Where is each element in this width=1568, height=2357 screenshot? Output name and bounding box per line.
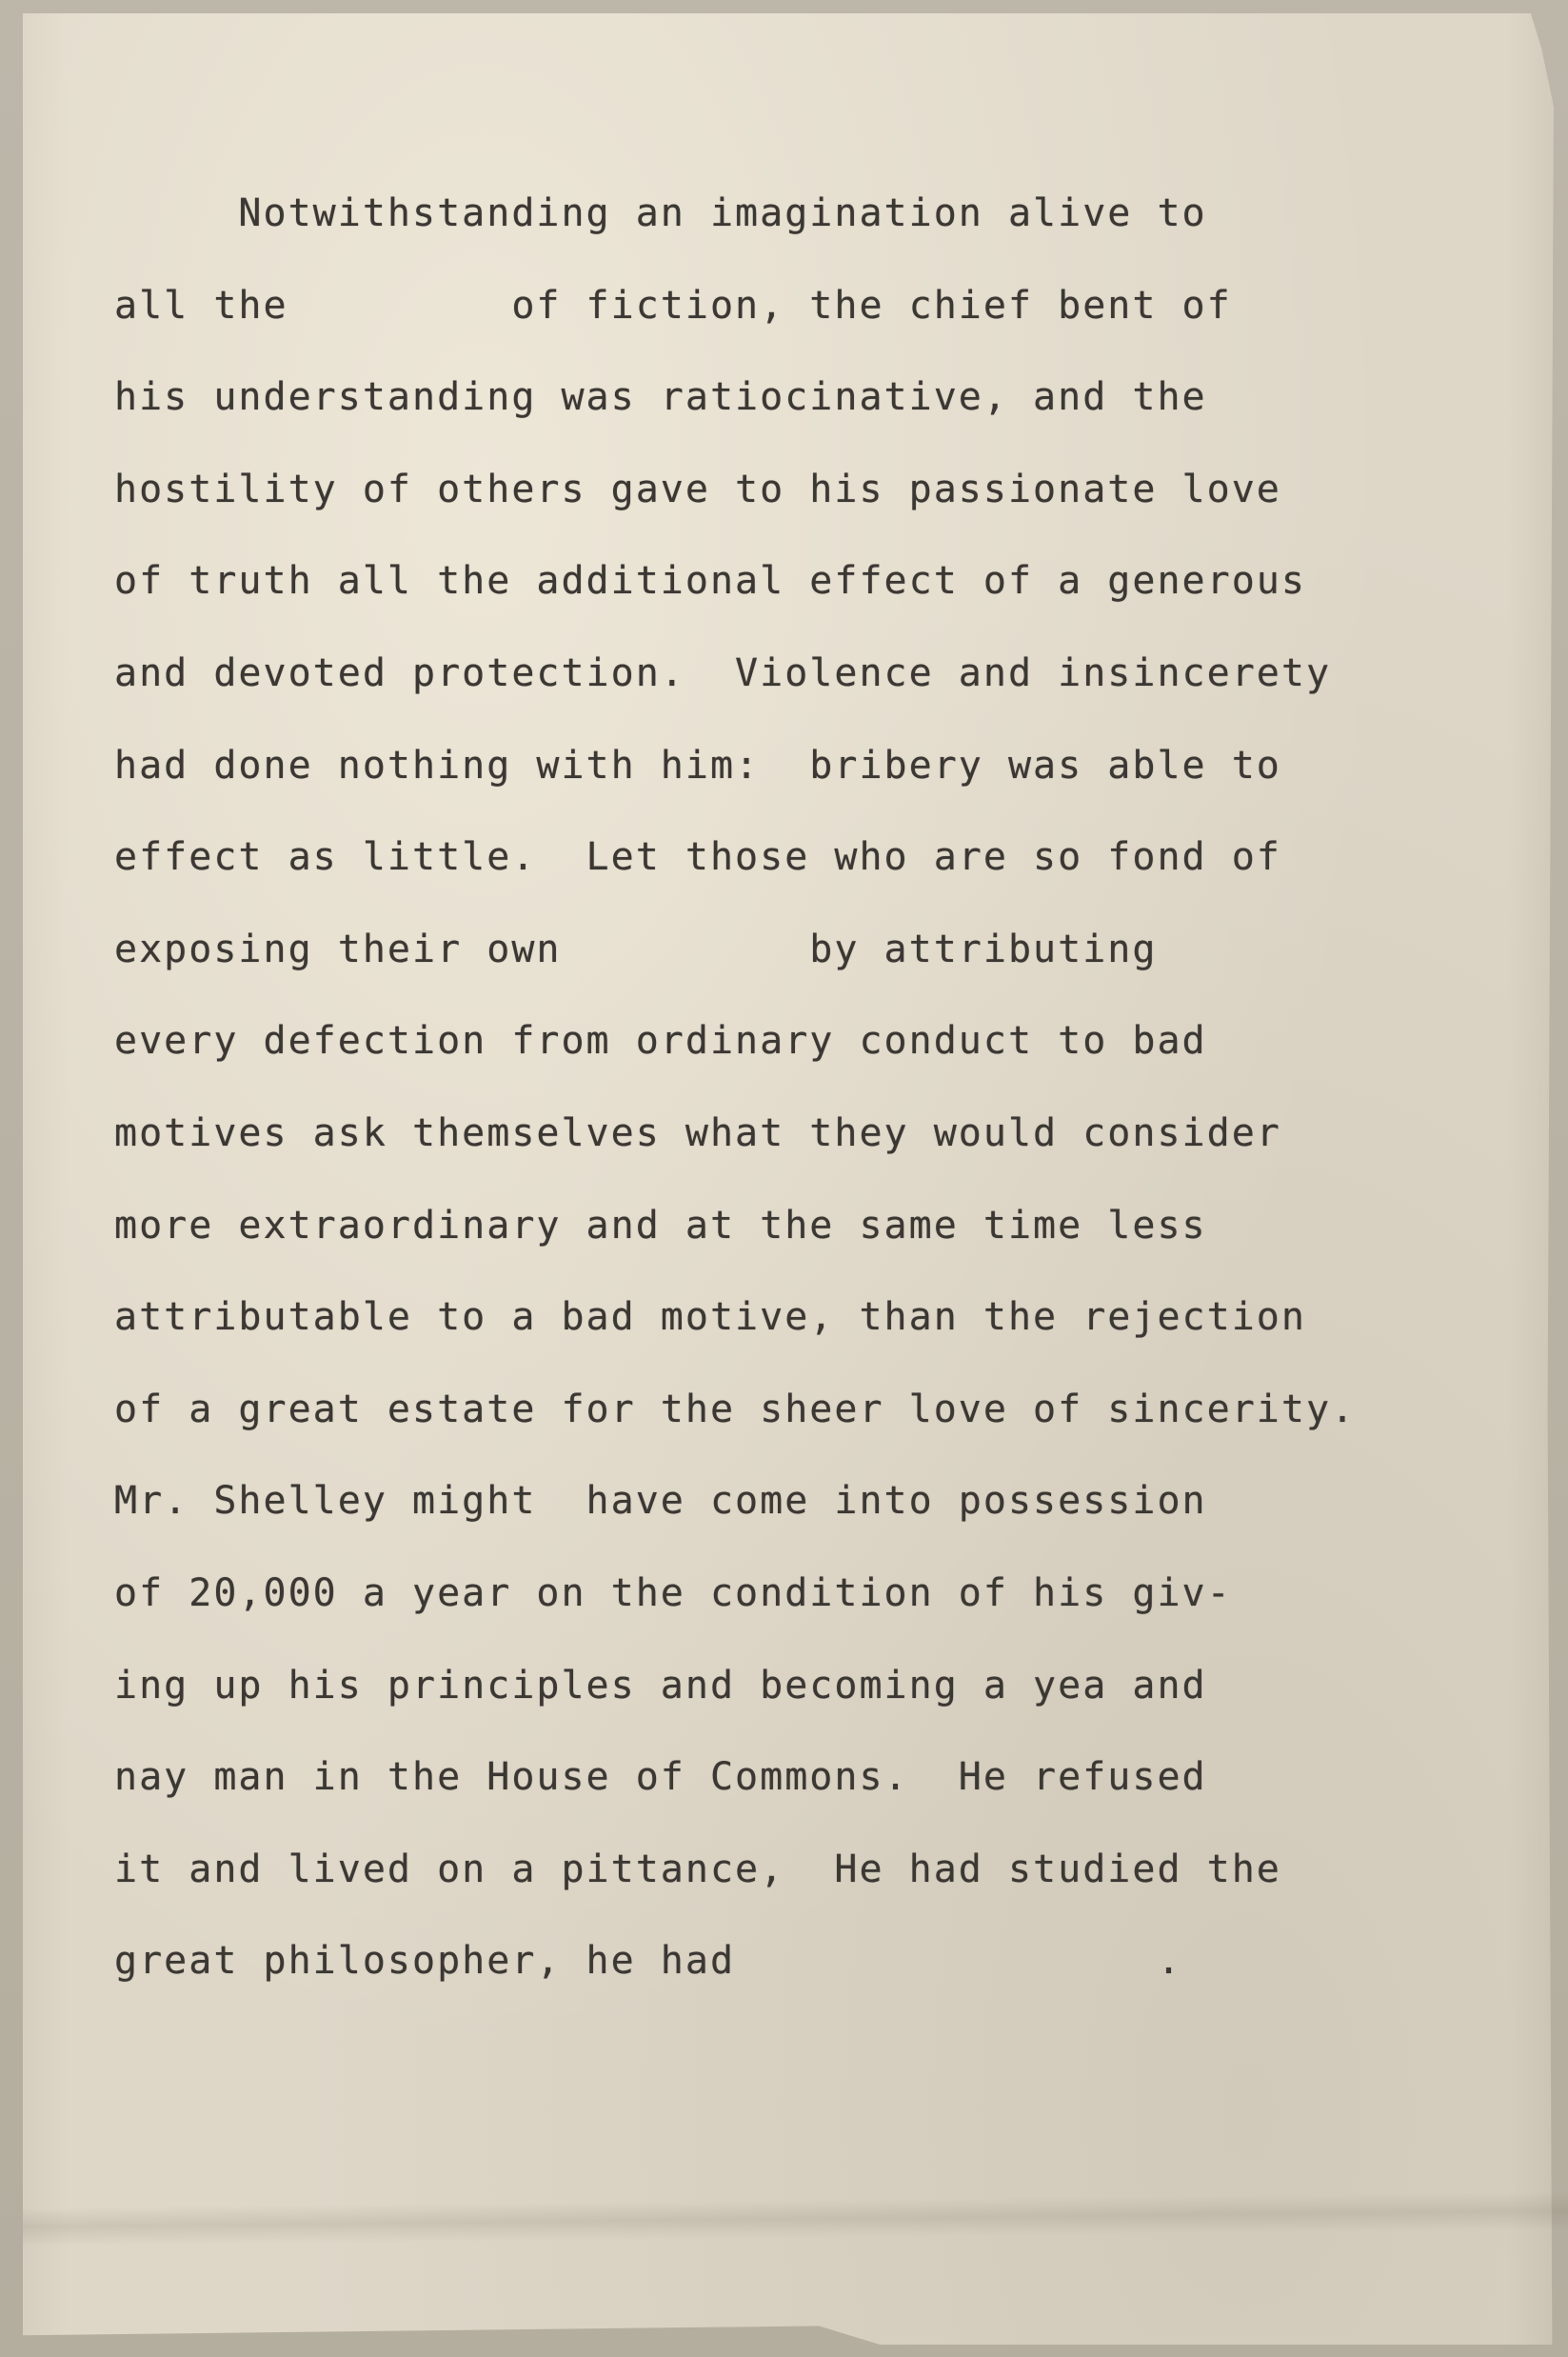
text-line: of a great estate for the sheer love of sincerity. bbox=[114, 1388, 1357, 1431]
text-line: exposing their own by attributing bbox=[114, 928, 1158, 971]
text-line: of 20,000 a year on the condition of his giv- bbox=[114, 1571, 1232, 1615]
text-line: Mr. Shelley might have come into possession bbox=[114, 1479, 1207, 1523]
text-line: every defection from ordinary conduct to bad bbox=[114, 1019, 1207, 1063]
text-line: all the of fiction, the chief bent of bbox=[114, 284, 1232, 328]
text-line: it and lived on a pittance, He had studied the bbox=[114, 1848, 1281, 1891]
text-line: great philosopher, he had . bbox=[114, 1939, 1182, 1983]
typewritten-page bbox=[23, 13, 1554, 2345]
text-line: his understanding was ratiocinative, and the bbox=[114, 375, 1207, 419]
text-line: had done nothing with him: bribery was able to bbox=[114, 744, 1281, 788]
text-line: attributable to a bad motive, than the rejection bbox=[114, 1295, 1306, 1339]
text-line: effect as little. Let those who are so fond of bbox=[114, 835, 1281, 879]
text-line: of truth all the additional effect of a generous bbox=[114, 559, 1306, 603]
text-line: Notwithstanding an imagination alive to bbox=[114, 191, 1207, 235]
text-line: and devoted protection. Violence and insincerety bbox=[114, 651, 1332, 695]
text-line: ing up his principles and becoming a yea and bbox=[114, 1664, 1207, 1708]
text-line: motives ask themselves what they would consider bbox=[114, 1111, 1281, 1155]
text-line: nay man in the House of Commons. He refused bbox=[114, 1755, 1207, 1799]
text-line: hostility of others gave to his passionate love bbox=[114, 468, 1281, 511]
text-line: more extraordinary and at the same time less bbox=[114, 1204, 1207, 1248]
